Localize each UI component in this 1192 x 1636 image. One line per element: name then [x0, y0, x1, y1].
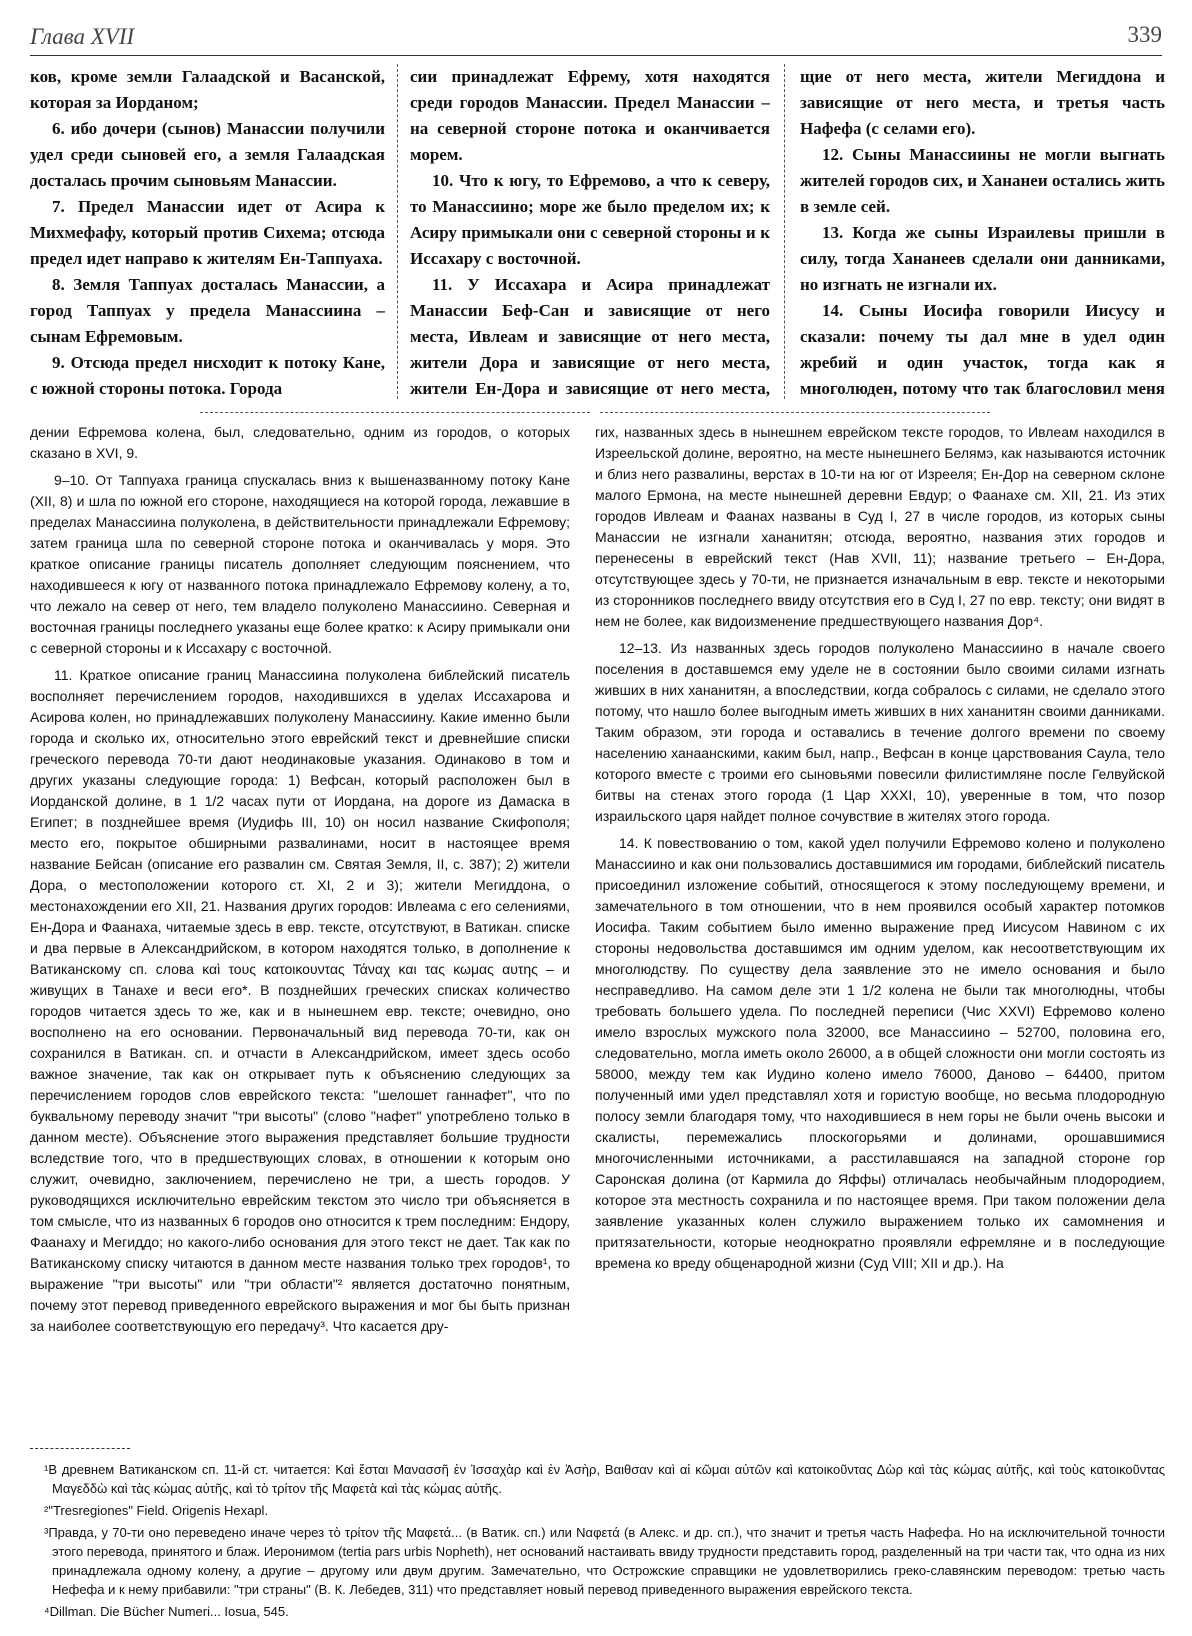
bible-verse-13: 13. Когда же сыны Израилевы пришли в силу, тогда Хананеев сделали они данниками, но изгнать не изгнали их. [800, 223, 1165, 294]
running-head [30, 12, 1162, 49]
footnote-4: ⁴Dillman. Die Bücher Numeri... Iosua, 545. [44, 1604, 289, 1619]
footnote-3: ³Правда, у 70-ти оно переведено иначе через τὸ τρίτον τῆς Μαφετά... (в Ватик. сп.) или Ναφετά (в Алекс. и др. сп.), что значит и третья часть Нафефа. Но на исключительной точности этого перевода, принятого и блаж. Иеронимом (tertia pars urbis Nopheth), нет оснований настаивать ввиду трудности представить город, разделенный на три части так, что одна из них принадлежала одному колену, а другие – другому или двум другим. Замечательно, что Острожские справщики не удовлетворились греко-славянским переводом: третью часть Нефефа и к нему прибавили: "три страны" (В. К. Лебедев, 311) что представляет новый перевод приведенного выражения еврейского текста. [44, 1525, 1165, 1597]
bible-column-1 [30, 64, 385, 404]
commentary-paragraph: 12–13. Из названных здесь городов полуколено Манассиино в начале своего поселения в доставшемся ему уделе не в состоянии было своими силами изгнать живших в них хананитян, а впоследствии, когда собралось с силами, не сделало этого потому, что нашло более выгодным иметь живших в них хананитян своими данниками. Таким образом, эти города и оставались в течение долгого времени по своему населению ханаанскими, каким был, напр., Вефсан в конце царствования Саула, тело которого вместе с троими его сыновьями повесили филистимляне после Гелвуйской битвы на стенах этого города (1 Цар XXXI, 10), уверенные в том, что позор израильского царя найдет полное сочувствие в жителях этого города. [595, 640, 1165, 824]
bible-paragraph: щие от него места, жители Мегиддона и зависящие от него места, и третья часть Нафефа (с селами его). [800, 67, 1165, 138]
footnote-rule [30, 1448, 130, 1449]
commentary-paragraph: гих, названных здесь в нынешнем еврейском тексте городов, то Ивлеам находился в Изреельской долине, вероятно, на месте нынешнего Белямэ, как называются источник и близ него развалины, верстах в 10-ти на юг от Изрееля; Ен-Дор на северном склоне малого Ермона, на месте нынешней деревни Евдур; о Фаанахе см. XII, 21. Из этих городов Ивлеам и Фаанах названы в Суд I, 27 в числе городов, из которых сыны Манассии не изгнали хананитян; отсюда, вероятно, названия этих городов и перенесены в еврейский текст (Нав XVII, 11); название третьего – Ен-Дора, отсутствующее здесь у 70-ти, не признается изначальным в евр. тексте и некоторыми из сторонников последнего ввиду отсутствия его в Суд I, 27 по евр. тексту; они видят в нем не более, как видоизменение предшествующего названия Дор⁴. [595, 424, 1165, 629]
page-number: 339 [1127, 22, 1162, 47]
bible-verse-9: 9. Отсюда предел нисходит к потоку Кане, с южной стороны потока. Города [30, 353, 385, 398]
bible-paragraph: ков, кроме земли Галаадской и Васанской, которая за Иорданом; [30, 67, 385, 112]
bible-verse-10: 10. Что к югу, то Ефремово, а что к северу, то Манассиино; море же было пределом их; к Асиру примыкали они с северной стороны и к Иссахару с восточной. [410, 171, 770, 268]
commentary-paragraph: 9–10. От Таппуаха граница спускалась вниз к вышеназванному потоку Кане (XII, 8) и шла по южной его стороне, находящиеся на которой города, лежавшие в пределах Манассиина полуколена, в действительности принадлежали Ефремову; затем граница шла по северной стороне потока и оканчивалась у моря. Это краткое описание границы писатель дополняет следующим пояснением, что находившееся к югу от названного потока принадлежало Ефремову колену, а то, что лежало на север от него, тем владело полуколено Манассиино. Северная и восточная границы последнего указаны еще более кратко: к Асиру примыкали они с северной стороны и к Иссахару с восточной. [30, 472, 570, 656]
bible-verse-14: 14. Сыны Иосифа говорили Иисусу и сказали: почему ты дал мне в удел один жребий и один участок, тогда как я многолюден, потому что так благословил меня [800, 301, 1165, 398]
commentary-paragraph: дении Ефремова колена, был, следовательно, одним из городов, о которых сказано в XVI, 9. [30, 424, 570, 461]
commentary-paragraph: 11. Краткое описание границ Манассиина полуколена библейский писатель восполняет перечислением городов, находившихся в уделах Иссахарова и Асирова колен, но принадлежавших полуколену Манассиину. Какие именно были города и сколько их, относительно этого еврейский текст и древнейшие списки греческого перевода 70-ти дают неодинаковые указания. Одинаково в том и других указаны следующие города: 1) Вефсан, который расположен был в Иорданской долине, в 1 1/2 часах пути от Иордана, на дороге из Дамаска в Египет; в позднейшее время (Иудифь III, 10) он носил название Скифополя; место его, покрытое обширными развалинами, носит в настоящее время название Бейсан (описание его развалин см. Святая Земля, II, с. 387); 2) жители Дора, о местоположении которого ст. XI, 2 и 3); жители Мегиддона, о местонахождении его XII, 21. Названия других городов: Ивлеама с его селениями, Ен-Дора и Фаанаха, читаемые здесь в евр. тексте, отсутствуют, в Ватикан. списке и два первые в Александрийском, в котором находятся только, в дополнение к Ватиканскому сп. слова καὶ τους κατοικουντας Τάναχ και τας κωμας αυτης – и живущих в Танахе и веси его*. В позднейших греческих списках количество городов читается здесь то же, как и в нынешнем евр. тексте; очевидно, оно восполнено на его основании. Первоначальный вид перевода 70-ти, как он сохранился в Ватикан. сп. и отчасти в Александрийском, имеет здесь особо важное значение, так как он открывает путь к объяснению следующих за перечислением городов слов еврейского текста: "шелошет ганнафет", что по буквальному переводу значит "три высоты" (слово "нафет" употреблено только в данном месте). Объяснение этого выражения представляет большие трудности вследствие того, что в предшествующих словах, в отношении к которым оно служит, очевидно, заключением, перечислено не три, а шесть городов. У руководящихся исключительно еврейским текстом это число три объясняется в том смысле, что из названных 6 городов оно относится к трем последним: Ендору, Фаанаху и Мегиддо; но какого-либо основания для этого текст не дает. Так как по Ватиканскому списку читаются в данном месте названия только трех городов¹, то выражение "три высоты" или "три области"² является достаточно понятным, почему этот перевод приведенного еврейского выражения и мог бы быть признан за наиболее соответствующую его передачу³. Что касается дру- [30, 667, 570, 1334]
footnotes [30, 1460, 1165, 1630]
commentary-column-1 [30, 422, 570, 1432]
commentary-paragraph: 14. К повествованию о том, какой удел получили Ефремово колено и полуколено Манассиино и как они пользовались доставшимися им городами, библейский писатель присоединил изложение событий, относящегося к этому последующему времени, и замечательного в том отношении, что в нем проявился особый характер потомков Иосифа. Таким событием было именно выражение пред Иисусом Навином с их стороны недовольства доставшимся им одним уделом, как несоответствующим их многолюдству. По существу дела заявление это не имело основания и было несправедливо. На самом деле эти 1 1/2 колена не были так многолюдны, чтобы требовать большего удела. По последней переписи (Чис XXVI) Ефремово колено имело взрослых мужского пола 32000, все Манассиино – 52700, половина его, следовательно, могла иметь около 26000, а в общей сложности они могли состоять из 58000, между тем как Иудино колено имело 76000, Даново – 64400, притом полученный ими удел представлял хотя и гористую вообще, но весьма плодородную полосу земли благодаря тому, что находившиеся в нем горы не были очень высоки и скалисты, перемежались плоскогорьями и долинами, орошавшимися многочисленными источниками, а расстилавшаяся на западной стороне гор Саронская долина (от Кармила до Яффы) отличалась необычайным плодородием, которое эта местность сохранила и по настоящее время. При таком положении дела заявление указанных колен служило выражением только их самомнения и притязательности, которые неоднократно проявляли ефремляне и в последующие времена ко вреду общенародной жизни (Суд VIII; XII и др.). На [595, 835, 1165, 1271]
bible-column-3 [800, 64, 1165, 404]
column-divider [784, 64, 785, 399]
header-rule [30, 55, 1162, 56]
bible-verse-8: 8. Земля Таппуах досталась Манассии, а город Таппуах у предела Манассиина – сынам Ефремовым. [30, 275, 385, 346]
bible-verse-6: 6. ибо дочери (сынов) Манассии получили удел среди сыновей его, а земля Галаадская досталась прочим сыновьям Манассии. [30, 119, 385, 190]
bible-verse-7: 7. Предел Манассии идет от Асира к Михмефафу, который против Сихема; отсюда предел идет направо к жителям Ен-Таппуаха. [30, 197, 385, 268]
footnote-2: ²"Tresregiones" Field. Origenis Hexapl. [44, 1503, 269, 1518]
bible-verse-11: 11. У Иссахара и Асира принадлежат Манассии Беф-Сан и зависящие от него места, Ивлеам и зависящие от него места, жители Дора и зависящие от него места, жители Ен-Дора и зависящие от него места, [410, 275, 770, 398]
column-divider [397, 64, 398, 399]
bible-column-2 [410, 64, 770, 404]
chapter-title: Глава XVII [30, 24, 135, 49]
bible-verse-12: 12. Сыны Манассиины не могли выгнать жителей городов сих, и Хананеи остались жить в земле сей. [800, 145, 1165, 216]
bible-text [30, 64, 1165, 404]
footnote-1: ¹В древнем Ватиканском сп. 11-й ст. читается: Καὶ ἔσται Μανασσῆ ἐν Ἰσσαχὰρ καὶ ἐν Ἀσὴρ, Βαιθσαν καὶ αἱ κῶμαι αὐτῶν καὶ κατοικοῦντας Δὼρ καὶ τὰς κώμας αὐτῆς, καὶ τοὺς κατοικοῦντας Μαγεδδὼ καὶ τὰς κώμας αὐτῆς, καὶ τὸ τρίτον τῆς Μαφετὰ καὶ τὰς κώμας αὐτῆς. [44, 1462, 1165, 1496]
section-separator [200, 412, 590, 413]
commentary-column-2 [595, 422, 1165, 1432]
bible-paragraph: сии принадлежат Ефрему, хотя находятся среди городов Манассии. Предел Манассии – на северной стороне потока и оканчивается морем. [410, 67, 770, 164]
section-separator [600, 412, 990, 413]
